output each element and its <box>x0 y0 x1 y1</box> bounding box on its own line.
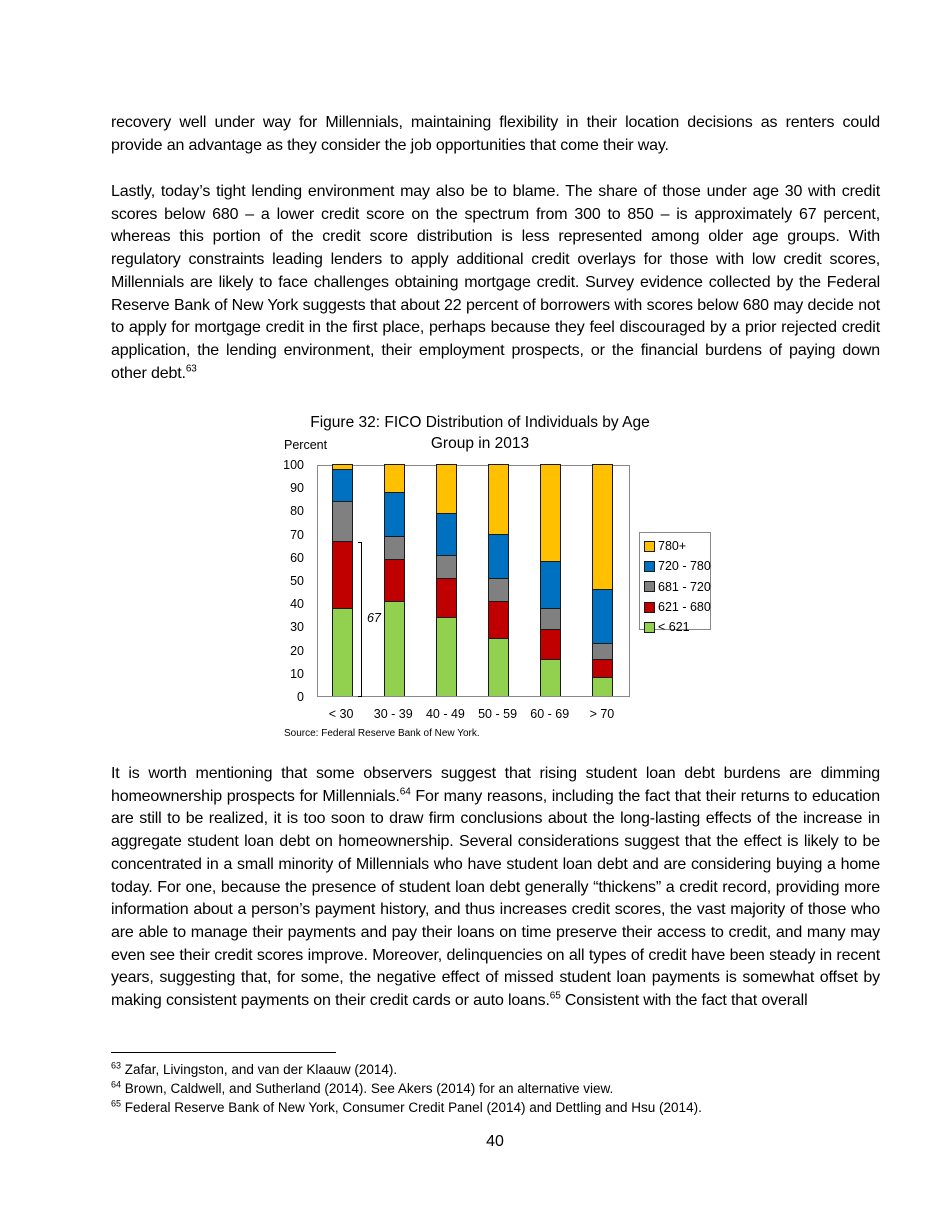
bar-segment <box>488 601 509 638</box>
bar-segment <box>488 534 509 578</box>
paragraph-text: For many reasons, including the fact that their returns to education are still to be realized, it is too soon to draw firm conclusions about the long-lasting effects of the increase in aggregate student loan debt on homeownership. Several considerations suggest that the effect is likely to be concentrated in a small minority of Millennials who have student loan debt and are considering buying a home today. For one, because the presence of student loan debt generally “thickens” a credit record, providing more information about a person’s payment history, and thus increases credit scores, the vast majority of those who are able to manage their payments and pay their loans on time preserve their access to credit, and many may even see their credit scores improve. Moreover, delinquencies on all types of credit have been steady in recent years, suggesting that, for some, the negative effect of missed student loan payments is somewhat offset by making consistent payments on their credit cards or auto loans. <box>111 787 880 1010</box>
stacked-bar <box>592 464 613 696</box>
bar-segment <box>436 617 457 696</box>
paragraph-text: Lastly, today’s tight lending environment may also be to blame. The share of those under age 30 with credit scores below 680 – a lower credit score on the spectrum from 300 to 850 – is approximately 67 percent, whereas this portion of the credit score distribution is less represented among older age groups. With regulatory constraints leading lenders to apply additional credit overlays for those with low credit scores, Millennials are likely to face challenges obtaining mortgage credit. Survey evidence collected by the Federal Reserve Bank of New York suggests that about 22 percent of borrowers with scores below 680 may decide not to apply for mortgage credit in the first place, perhaps because they feel discouraged by a prior rejected credit application, the lending environment, their employment prospects, or the financial burdens of paying down other debt. <box>111 183 880 382</box>
legend-swatch-icon <box>644 561 655 572</box>
bar-segment <box>332 608 353 696</box>
legend-swatch-icon <box>644 622 655 633</box>
stacked-bar <box>384 464 405 696</box>
legend-item <box>644 617 706 637</box>
bar-segment <box>592 677 613 696</box>
stacked-bar <box>488 464 509 696</box>
footnote-65 <box>111 1099 702 1117</box>
x-tick-label: 50 - 59 <box>478 707 518 721</box>
bar-segment <box>436 464 457 513</box>
legend-item <box>644 597 711 617</box>
footnote-ref[interactable]: 64 <box>399 786 411 798</box>
y-tick-label: 90 <box>290 481 304 496</box>
paragraph-lending <box>111 181 880 385</box>
y-tick-label: 50 <box>290 574 304 588</box>
y-axis-label: Percent <box>284 438 328 452</box>
stacked-bar <box>540 464 561 696</box>
footnote-number: 65 <box>111 1098 122 1109</box>
bar-segment <box>592 464 613 589</box>
footnote-divider <box>111 1052 336 1053</box>
paragraph-student-loans <box>111 763 880 1013</box>
footnote-text: Zafar, Livingston, and van der Klaauw (2014). <box>121 1062 398 1077</box>
y-tick-label: 20 <box>290 643 304 658</box>
x-tick-label: < 30 <box>328 707 354 721</box>
y-tick-label: 30 <box>290 620 304 635</box>
legend-swatch-icon <box>644 581 655 592</box>
bar-segment <box>332 501 353 540</box>
bar-segment <box>332 469 353 501</box>
y-tick-label: 40 <box>290 597 304 612</box>
bar-segment <box>592 659 613 678</box>
x-tick-label: 60 - 69 <box>530 707 570 721</box>
legend-label: 780+ <box>658 539 687 554</box>
footnote-63 <box>111 1061 397 1079</box>
footnote-64 <box>111 1080 613 1098</box>
figure-source: Source: Federal Reserve Bank of New York. <box>284 728 480 739</box>
bar-segment <box>384 492 405 536</box>
bar-segment <box>436 513 457 555</box>
figure-title: Figure 32: FICO Distribution of Individuals by Age Group in 2013 <box>310 414 650 452</box>
figure-32 <box>270 410 730 750</box>
plot-area <box>317 465 630 697</box>
footnote-number: 63 <box>111 1060 122 1071</box>
x-tick-label: > 70 <box>589 707 615 721</box>
legend-label: 621 - 680 <box>658 600 711 615</box>
y-tick-label: 0 <box>297 690 304 704</box>
footnote-text: Brown, Caldwell, and Sutherland (2014). See Akers (2014) for an alternative view. <box>121 1081 614 1096</box>
legend-item <box>644 577 711 597</box>
bar-segment <box>540 561 561 607</box>
stacked-bar <box>436 464 457 696</box>
bar-segment <box>384 559 405 601</box>
paragraph-recovery: recovery well under way for Millennials, maintaining flexibility in their location decisions as renters could provide an advantage as they consider the job opportunities that come their way. <box>111 114 880 154</box>
page-number: 40 <box>486 1133 504 1150</box>
y-tick-label: 70 <box>290 527 304 542</box>
bar-segment <box>540 608 561 629</box>
chart-legend <box>639 532 711 635</box>
footnote-ref[interactable]: 65 <box>549 990 561 1002</box>
footnote-ref[interactable]: 63 <box>185 363 197 375</box>
y-tick-label: 80 <box>290 504 304 519</box>
y-tick-label: 10 <box>290 666 304 681</box>
bar-segment <box>332 541 353 608</box>
bar-segment <box>436 578 457 617</box>
x-tick-label: 40 - 49 <box>425 707 465 721</box>
bar-segment <box>488 464 509 534</box>
bar-segment <box>592 643 613 659</box>
bar-segment <box>436 555 457 578</box>
y-tick-label: 100 <box>283 458 304 472</box>
legend-item <box>644 536 706 556</box>
x-tick-label: 30 - 39 <box>373 707 413 721</box>
paragraph-text: Consistent with the fact that overall <box>560 992 808 1010</box>
brace-annotation <box>358 542 362 697</box>
legend-label: < 621 <box>658 620 690 635</box>
bar-segment <box>540 659 561 696</box>
stacked-bar <box>332 464 353 696</box>
legend-label: 681 - 720 <box>658 579 711 594</box>
legend-swatch-icon <box>644 602 655 613</box>
footnote-number: 64 <box>111 1079 122 1090</box>
bar-segment <box>488 578 509 601</box>
bar-segment <box>540 629 561 659</box>
paragraph-text: It is worth mentioning that some observers suggest that rising student loan debt burdens are dimming homeownership prospects for Millennials. <box>111 765 880 805</box>
bar-segment <box>488 638 509 696</box>
bar-segment <box>384 536 405 559</box>
legend-item <box>644 556 711 576</box>
legend-label: 720 - 780 <box>658 559 711 574</box>
bar-segment <box>592 589 613 642</box>
bar-segment <box>540 464 561 561</box>
y-tick-label: 60 <box>290 550 304 565</box>
legend-swatch-icon <box>644 541 655 552</box>
footnote-text: Federal Reserve Bank of New York, Consumer Credit Panel (2014) and Dettling and Hsu (2014). <box>121 1100 702 1115</box>
bar-segment <box>384 601 405 696</box>
brace-label: 67 <box>367 611 381 626</box>
bar-segment <box>384 464 405 492</box>
